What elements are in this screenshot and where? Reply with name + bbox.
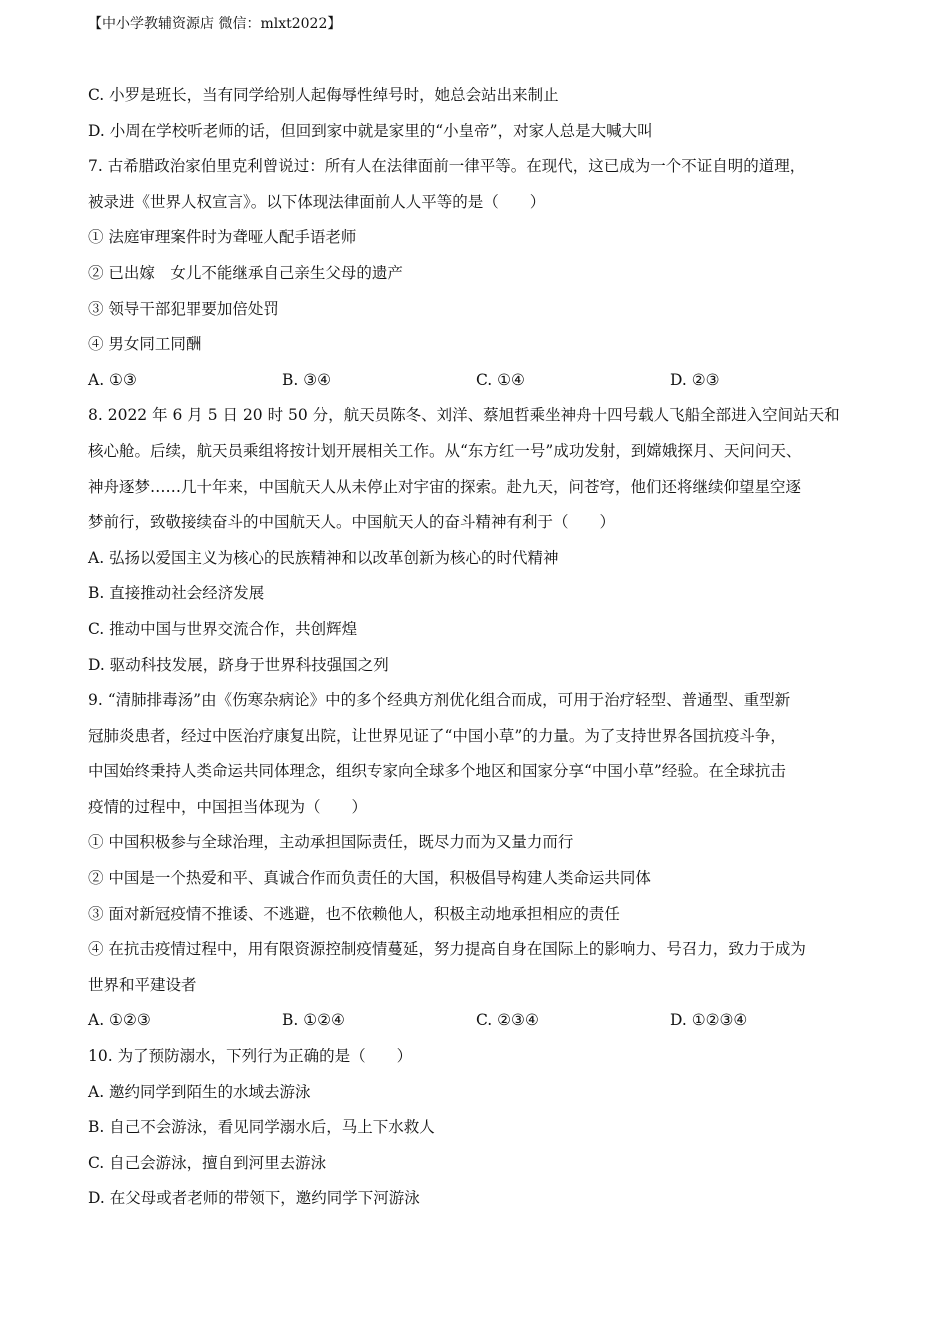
q8-option-d: D. 驱动科技发展，跻身于世界科技强国之列: [88, 655, 389, 674]
q9-options: [88, 1003, 878, 1039]
q9-item-2: ② 中国是一个热爱和平、真诚合作而负责任的大国，积极倡导构建人类命运共同体: [88, 869, 651, 888]
q9-stem-line2: 冠肺炎患者，经过中医治疗康复出院，让世界见证了“中国小草”的力量。为了支持世界各国抗疫斗争，: [88, 726, 786, 745]
q7-stem-line1: 7. 古希腊政治家伯里克利曾说过：所有人在法律面前一律平等。在现代，这已成为一个不证自明的道理，: [88, 157, 806, 176]
option-c-prev: C. 小罗是班长，当有同学给别人起侮辱性绰号时，她总会站出来制止: [88, 86, 559, 104]
page-header: 【中小学教辅资源店 微信：mlxt2022】: [88, 16, 342, 32]
q9-item-4-line2: 世界和平建设者: [88, 975, 197, 994]
q9-item-4-line1: ④ 在抗击疫情过程中，用有限资源控制疫情蔓延，努力提高自身在国际上的影响力、号召力，致力于成为: [88, 940, 806, 959]
q7-stem-line2: 被录进《世界人权宣言》。以下体现法律面前人人平等的是（ ）: [88, 192, 546, 211]
q9-item-1: ① 中国积极参与全球治理，主动承担国际责任，既尽力而为又量力而行: [88, 833, 574, 852]
q8-option-c: C. 推动中国与世界交流合作，共创辉煌: [88, 619, 358, 638]
q7-item-1: ① 法庭审理案件时为聋哑人配手语老师: [88, 228, 357, 247]
q9-stem-line4: 疫情的过程中，中国担当体现为（ ）: [88, 797, 368, 816]
q7-item-4: ④ 男女同工同酬: [88, 335, 202, 354]
q7-option-c: C. ①④: [476, 370, 525, 389]
q8-option-b: B. 直接推动社会经济发展: [88, 584, 265, 603]
q9-stem-line1: 9. “清肺排毒汤”由《伤寒杂病论》中的多个经典方剂优化组合而成，可用于治疗轻型、普通型、重型新: [88, 691, 791, 710]
q7-option-d: D. ②③: [670, 370, 720, 389]
q9-item-3: ③ 面对新冠疫情不推诿、不逃避，也不依赖他人，积极主动地承担相应的责任: [88, 904, 620, 923]
q7-item-2: ② 已出嫁 女儿不能继承自己亲生父母的遗产: [88, 263, 403, 282]
q9-option-d: D. ①②③④: [670, 1011, 748, 1030]
option-d-prev: D. 小周在学校听老师的话，但回到家中就是家里的“小皇帝”，对家人总是大喊大叫: [88, 121, 653, 140]
q8-stem-line2: 核心舱。后续，航天员乘组将按计划开展相关工作。从“东方红一号”成功发射，到嫦娥探月、天问问天、: [88, 441, 802, 460]
q8-stem-line4: 梦前行，致敬接续奋斗的中国航天人。中国航天人的奋斗精神有利于（ ）: [88, 513, 616, 532]
q7-options: [88, 363, 878, 399]
q8-stem-line3: 神舟逐梦……几十年来，中国航天人从未停止对宇宙的探索。赴九天，问苍穹，他们还将继续仰望星空逐: [88, 477, 802, 496]
q7-item-3: ③ 领导干部犯罪要加倍处罚: [88, 299, 279, 318]
q10-option-a: A. 邀约同学到陌生的水域去游泳: [88, 1082, 311, 1101]
q10-option-b: B. 自己不会游泳，看见同学溺水后，马上下水救人: [88, 1118, 435, 1137]
q8-option-a: A. 弘扬以爱国主义为核心的民族精神和以改革创新为核心的时代精神: [88, 548, 559, 567]
q7-option-a: A. ①③: [88, 370, 137, 389]
q9-stem-line3: 中国始终秉持人类命运共同体理念，组织专家向全球多个地区和国家分享“中国小草”经验。在全球抗击: [88, 762, 786, 781]
q10-stem: 10. 为了预防溺水，下列行为正确的是（ ）: [88, 1047, 413, 1066]
q9-option-b: B. ①②④: [282, 1011, 345, 1030]
document-body: [88, 78, 878, 1217]
q9-option-a: A. ①②③: [88, 1011, 151, 1030]
q10-option-c: C. 自己会游泳，擅自到河里去游泳: [88, 1153, 327, 1172]
q8-stem-line1: 8. 2022 年 6 月 5 日 20 时 50 分，航天员陈冬、刘洋、蔡旭哲乘坐神舟十四号载人飞船全部进入空间站天和: [88, 406, 840, 425]
q10-option-d: D. 在父母或者老师的带领下，邀约同学下河游泳: [88, 1189, 420, 1208]
q9-option-c: C. ②③④: [476, 1011, 539, 1030]
q7-option-b: B. ③④: [282, 370, 332, 389]
